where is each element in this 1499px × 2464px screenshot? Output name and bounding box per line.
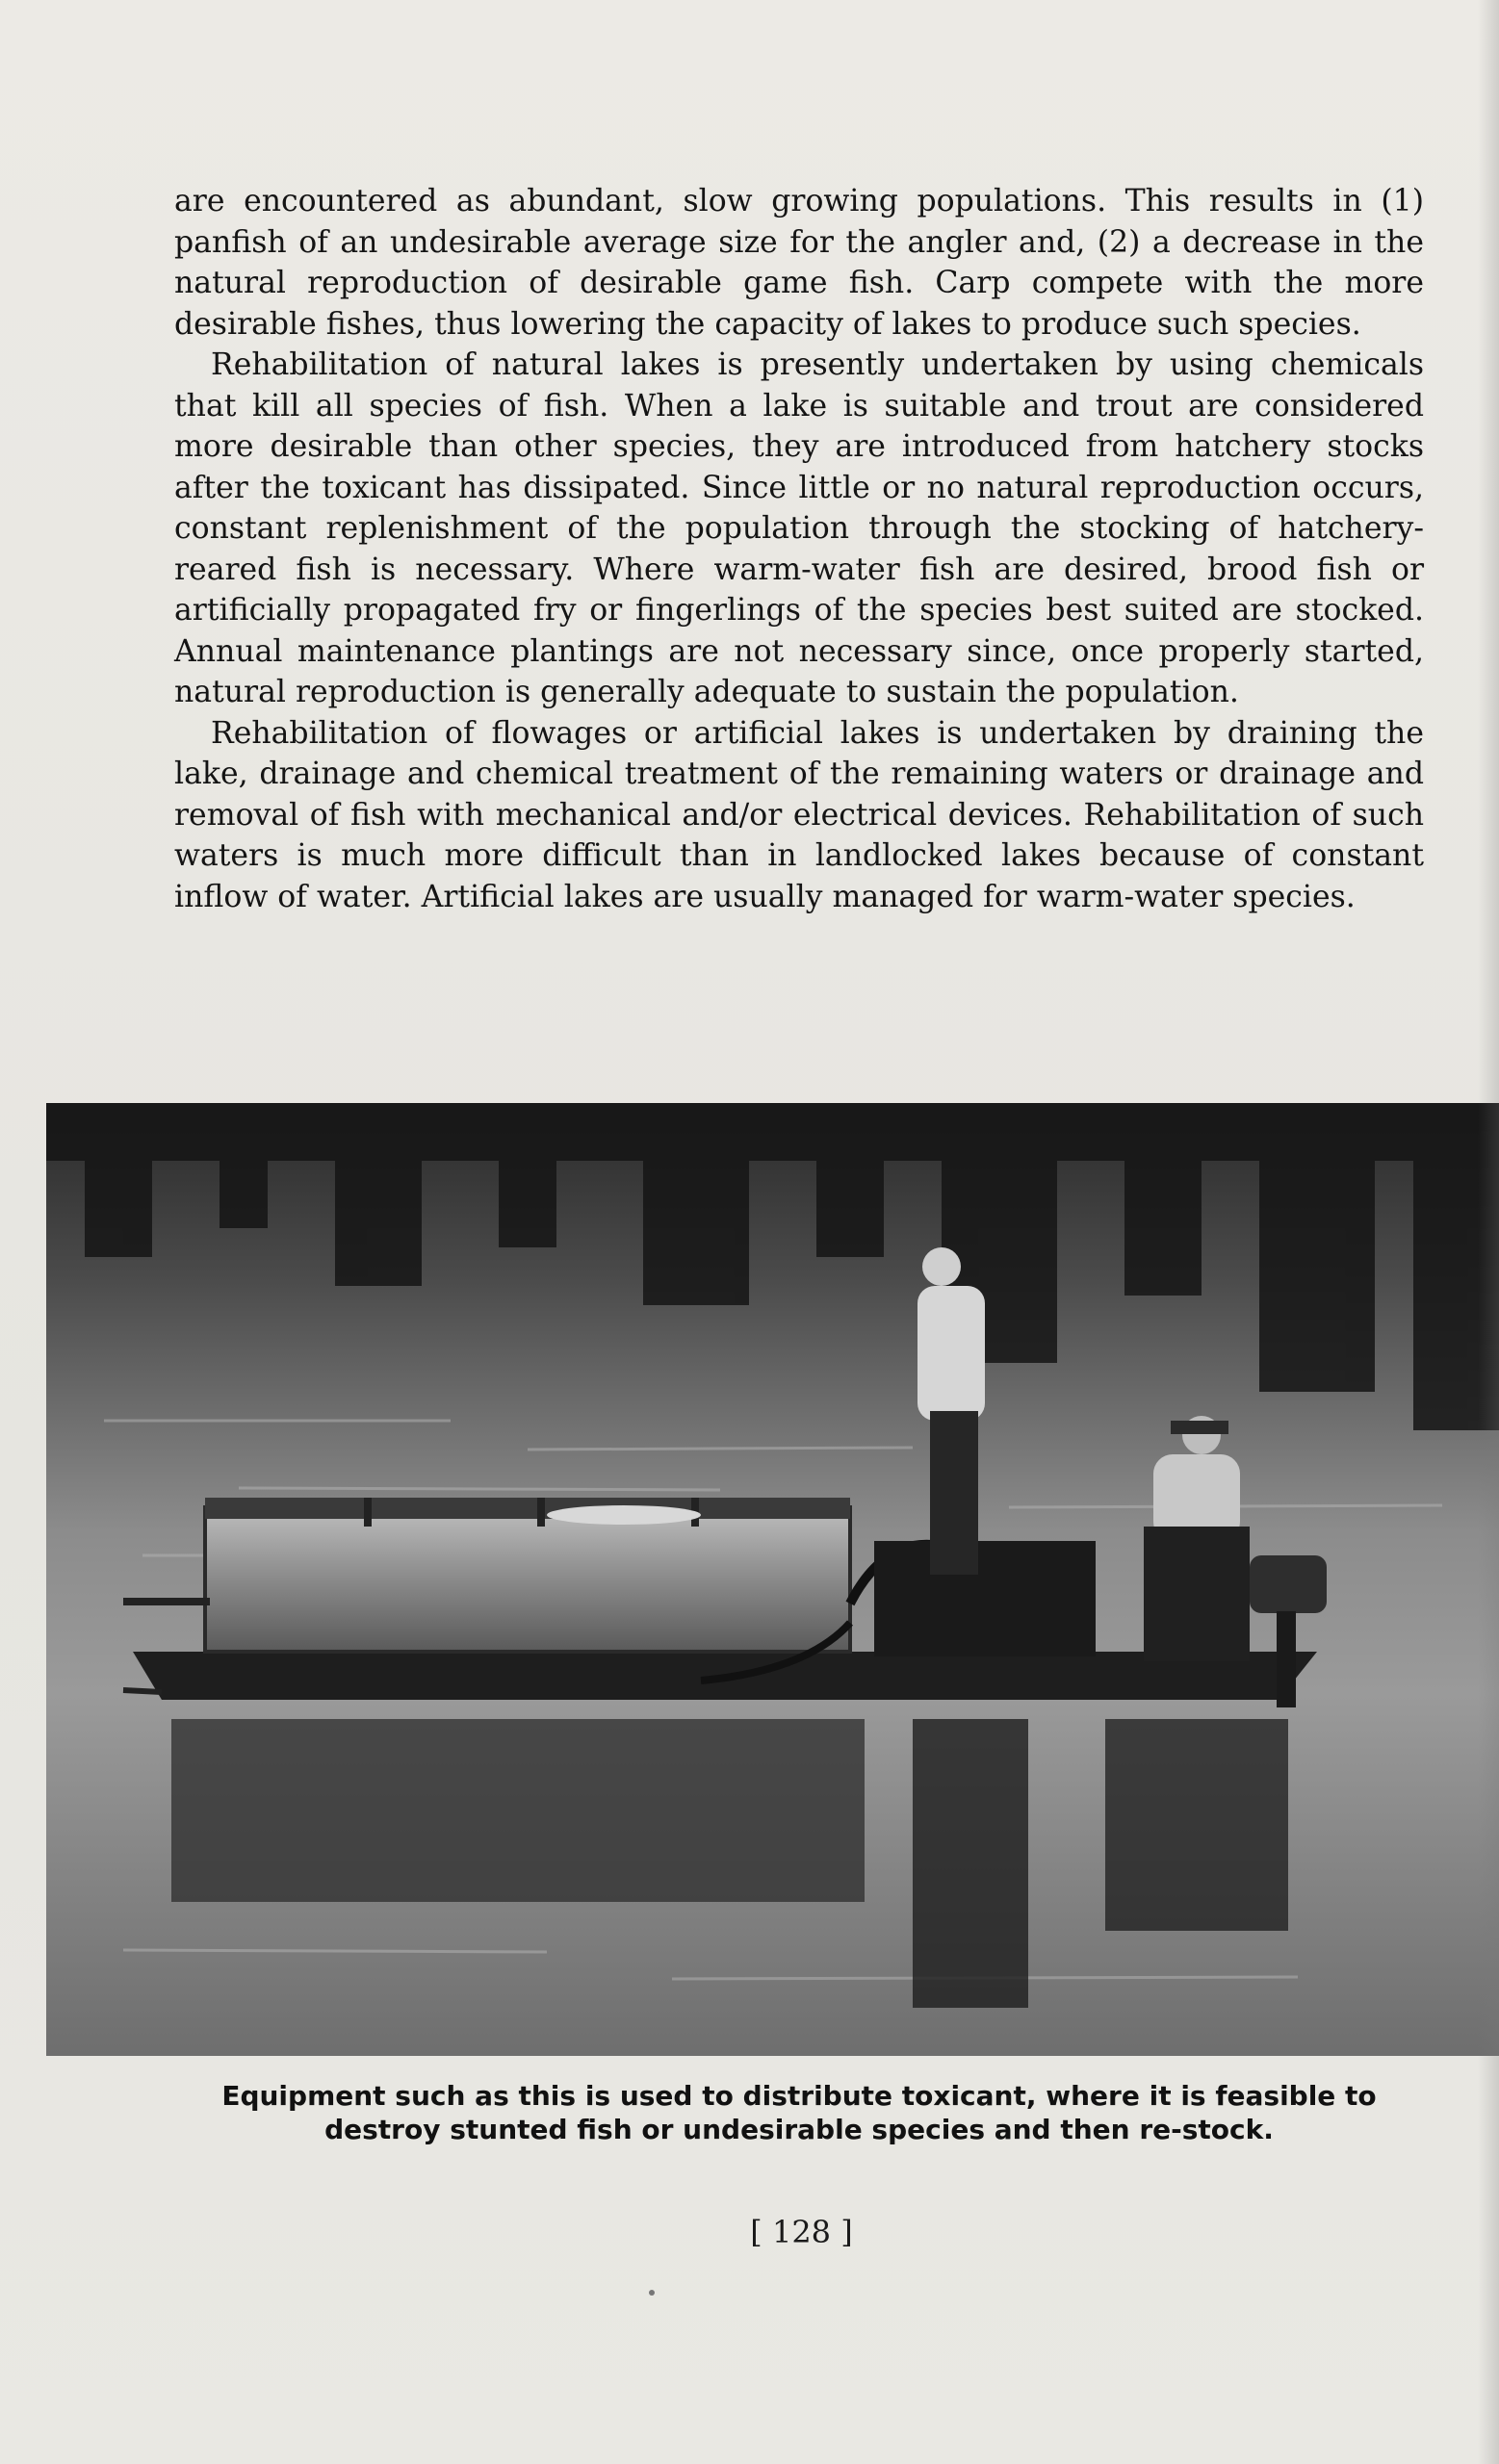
page-edge-shadow — [1478, 0, 1499, 2464]
print-speck — [649, 2290, 655, 2296]
page-number: [ 128 ] — [750, 2214, 853, 2250]
paragraph-3: Rehabilitation of flowages or artificial lakes is undertaken by draining the lake, drainage and chemical treatment of the remaining waters or drainage and removal of fish with mechanical and/or electrical devices. Rehabilitation of such waters is much more difficult than in landlocked lakes because of constant inflow of water. Artificial lakes are usually managed for warm-water species. — [174, 715, 1424, 914]
lake-boat-photo — [46, 1103, 1499, 2056]
paragraph-2: Rehabilitation of natural lakes is presently undertaken by using chemicals that kill all species of fish. When a lake is suitable and trout are considered more desirable than other species, they are introduced from hatchery stocks after the toxicant has dissipated. Since little or no natural reproduction occurs, constant replenishment of the population through the stocking of hatchery-reared fish is necessary. Where warm-water fish are desired, brood fish or artificially propagated fry or fingerlings of the species best suited are stocked. Annual maintenance plantings are not necessary since, once properly started, natural reproduction is generally adequate to sustain the population. — [174, 347, 1424, 709]
body-text — [174, 181, 1424, 917]
paragraph-1: are encountered as abundant, slow growing populations. This results in (1) panfish of an undesirable average size for the angler and, (2) a decrease in the natural reproduction of desirable game fish. Carp compete with the more desirable fishes, thus lowering the capacity of lakes to produce such species. — [174, 184, 1424, 342]
photo-caption: Equipment such as this is used to distribute toxicant, where it is feasible to destroy stunted fish or undesirable species and then re-stock. — [221, 2080, 1377, 2145]
